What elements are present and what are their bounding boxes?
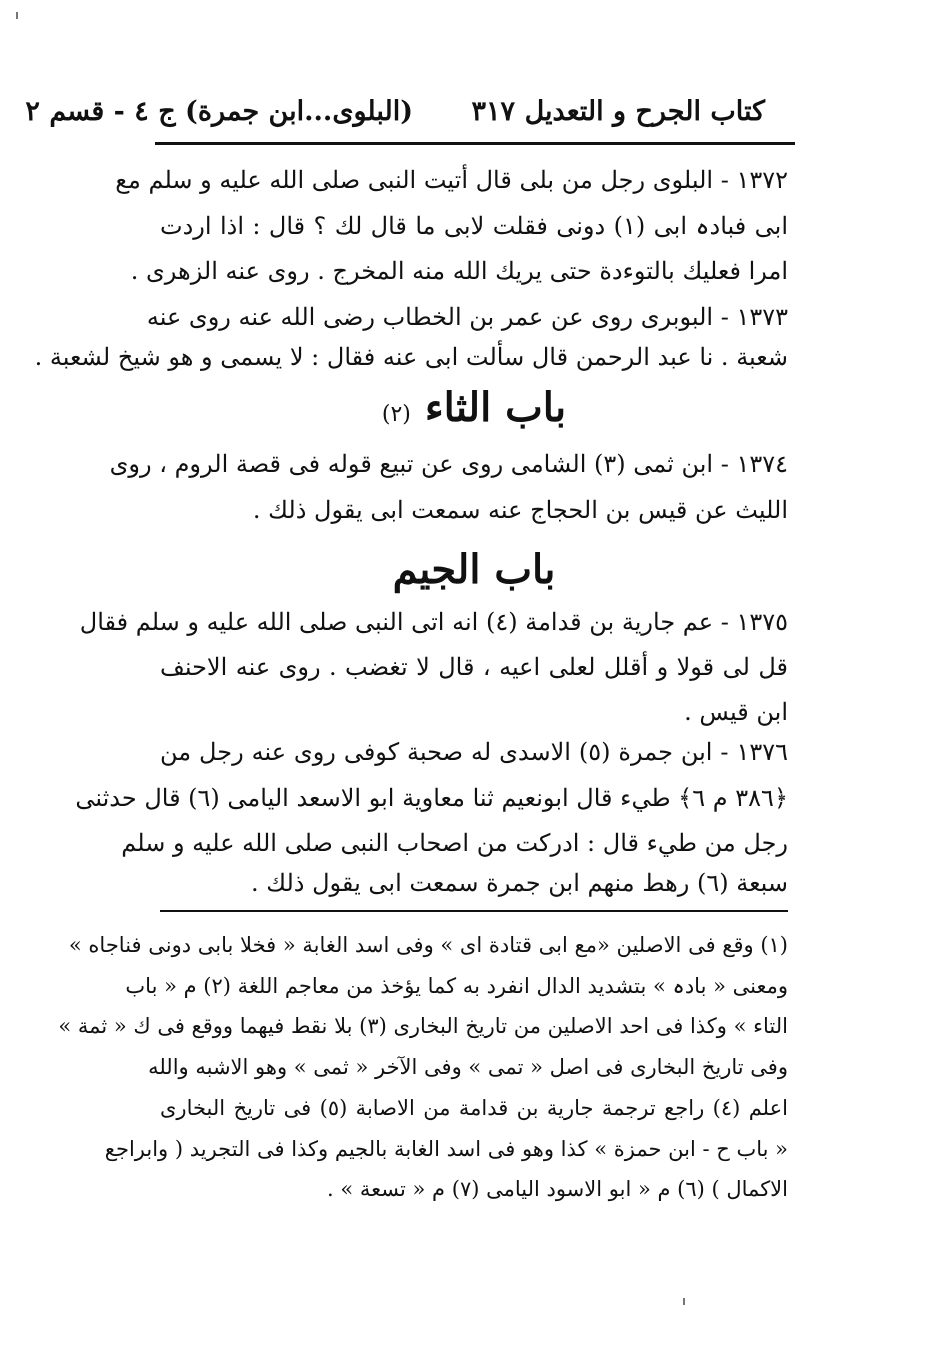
- scan-speck: [16, 12, 18, 19]
- text-line: ١٣٧٥ - عم جارية بن قدامة (٤) انه اتى النبى صلى الله عليه و سلم فقال: [79, 608, 788, 636]
- footnote-line: ومعنى « بادہ » بتشديد الدال انفرد به كما يؤخذ من معاجم اللغة (٢) م « باب: [125, 974, 788, 998]
- section-heading-tha: [160, 378, 788, 445]
- text-line: سبعة (٦) رهط منهم ابن جمرة سمعت ابى يقول ذلك .: [250, 869, 788, 897]
- text-line: ١٣٧٢ - البلوى رجل من بلى قال أتيت النبى صلى الله عليه و سلم مع: [115, 166, 788, 194]
- footnote-line: التاء » وكذا فى احد الاصلين من تاريخ البخارى (٣) بلا نقط فيهما ووقع فى ك « ثمة »: [58, 1014, 788, 1038]
- text-line: ١٣٧٦ - ابن جمرة (٥) الاسدى له صحبة كوفى روى عنه رجل من: [160, 738, 788, 766]
- footnote-line: (١) وقع فى الاصلين «مع ابى قتادة اى » وفى اسد الغابة « فخلا بابى دونى فناجاه »: [68, 933, 788, 957]
- footnote-line: وفى تاريخ البخارى فى اصل « تمى » وفى الآخر « ثمى » وهو الاشبه والله: [148, 1055, 788, 1079]
- text-line: ابى فبادہ ابى (١) دونى فقلت لابى ما قال لك ؟ قال : اذا اردت: [160, 212, 788, 240]
- footnote-rule: [160, 910, 788, 912]
- page-number: ٣١٧: [471, 96, 515, 127]
- text-line: قل لى قولا و أقلل لعلى اعيه ، قال لا تغضب . روى عنه الاحنف: [160, 653, 788, 681]
- text-line: ١٣٧٣ - البوبرى روى عن عمر بن الخطاب رضى الله عنه روى عنه: [146, 303, 788, 331]
- scan-speck: [683, 1298, 685, 1305]
- text-line: امرا فعليك بالتوءدة حتى يريك الله منه المخرج . روى عنه الزهرى .: [130, 257, 788, 285]
- text-line: رجل من طيء قال : ادركت من اصحاب النبى صلى الله عليه و سلم: [121, 829, 788, 857]
- footnote-line: الاكمال ) (٦) م « ابو الاسود اليامى (٧) م « تسعة » .: [327, 1177, 788, 1201]
- section-heading-text: باب الثاء: [424, 384, 567, 431]
- text-line: ١٣٧٤ - ابن ثمى (٣) الشامى روى عن تبيع قوله فى قصة الروم ، روى: [109, 450, 788, 478]
- entry-range: (البلوى...ابن جمرة) ج ٤ - قسم ٢: [25, 96, 413, 127]
- section-heading-text: باب الجيم: [392, 546, 556, 593]
- text-line: ابن قيس .: [684, 698, 788, 726]
- book-title: كتاب الجرح و التعديل: [524, 96, 765, 127]
- text-line: ﴿٣٨٦ م ٦﴾ طيء قال ابونعيم ثنا معاوية ابو الاسعد اليامى (٦) قال حدثنى: [75, 784, 788, 812]
- header-rule: [155, 142, 795, 145]
- footnote-line: « باب ح - ابن حمزة » كذا وهو فى اسد الغابة بالجيم وكذا فى التجريد ( وابراجع: [104, 1137, 788, 1161]
- section-heading-jim: [160, 540, 788, 600]
- text-line: شعبة . نا عبد الرحمن قال سألت ابى عنه فقال : لا يسمى و هو شيخ لشعبة .: [34, 343, 788, 371]
- running-header: [25, 88, 793, 138]
- footnote-ref: (٢): [381, 402, 411, 427]
- footnote-line: اعلم (٤) راجع ترجمة جارية بن قدامة من الاصابة (٥) فى تاريخ البخارى: [160, 1096, 788, 1120]
- text-line: الليث عن قيس بن الحجاج عنه سمعت ابى يقول ذلك .: [252, 496, 788, 524]
